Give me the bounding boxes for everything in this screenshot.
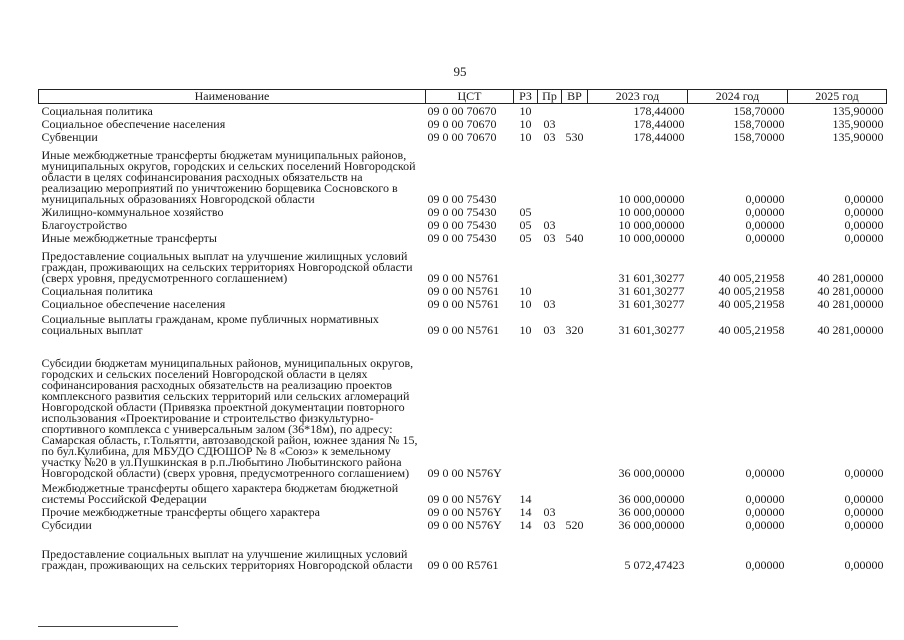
row-rz: 05 <box>519 217 532 232</box>
row-vr <box>562 531 588 571</box>
row-amount-2025: 0,00000 <box>844 517 884 532</box>
table-row <box>39 284 887 297</box>
footnote-rule <box>38 626 178 627</box>
row-amount-2025: 0,00000 <box>844 465 884 480</box>
row-vr <box>562 117 588 130</box>
row-vr <box>562 479 588 505</box>
row-amount-2023: 31 601,30277 <box>618 283 685 298</box>
row-rz <box>514 244 538 284</box>
row-name: Прочие межбюджетные трансферты общего характера <box>41 504 320 519</box>
row-amount-2024: 40 005,21958 <box>718 296 785 311</box>
table-row <box>39 117 887 130</box>
row-pr: 03 <box>543 517 556 532</box>
row-name: Субсидии <box>41 517 92 532</box>
row-pr <box>538 336 562 479</box>
row-name: Благоустройство <box>41 217 128 232</box>
row-amount-2024: 158,70000 <box>733 116 785 131</box>
row-rz <box>514 531 538 571</box>
row-pr: 03 <box>543 322 556 337</box>
table-row <box>39 479 887 505</box>
row-rz <box>514 336 538 479</box>
column-header-2025: 2025 год <box>788 90 887 104</box>
row-vr: 530 <box>565 129 584 144</box>
column-header-2023: 2023 год <box>588 90 688 104</box>
row-vr <box>562 104 588 117</box>
row-pr: 03 <box>543 230 556 245</box>
row-amount-2024: 0,00000 <box>745 230 785 245</box>
table-row <box>39 104 887 117</box>
row-name: Субвенции <box>41 129 98 144</box>
row-amount-2024: 158,70000 <box>733 129 785 144</box>
table-row <box>39 518 887 531</box>
row-rz: 10 <box>519 296 532 311</box>
row-pr <box>538 284 562 297</box>
row-amount-2023: 10 000,00000 <box>618 204 685 219</box>
table-row <box>39 218 887 231</box>
row-amount-2025: 40 281,00000 <box>817 283 884 298</box>
row-pr <box>538 205 562 218</box>
table-row <box>39 336 887 479</box>
row-amount-2025: 0,00000 <box>844 204 884 219</box>
row-pr: 03 <box>543 504 556 519</box>
row-pr <box>538 531 562 571</box>
row-cst: 09 0 00 75430 <box>427 204 497 219</box>
row-amount-2023: 178,44000 <box>633 116 685 131</box>
row-amount-2025: 0,00000 <box>844 191 884 206</box>
table-row <box>39 130 887 143</box>
row-cst: 09 0 00 N5761 <box>427 270 500 285</box>
row-pr: 03 <box>543 129 556 144</box>
row-amount-2024: 0,00000 <box>745 204 785 219</box>
row-amount-2025: 135,90000 <box>832 116 884 131</box>
row-name: Социальная политика <box>41 103 153 118</box>
table-row <box>39 205 887 218</box>
table-row <box>39 310 887 336</box>
row-amount-2024: 0,00000 <box>745 504 785 519</box>
row-rz: 05 <box>519 230 532 245</box>
row-amount-2023: 36 000,00000 <box>618 504 685 519</box>
row-name: Иные межбюджетные трансферты бюджетам муниципальных районов, муниципальных округов, городских и сельских поселений Новгородской области в целях софинансирования расходных обязательств на реализацию мероприятий по уничтожению борщевика Сосновского в муниципальных образованиях Новгородской области <box>41 147 416 206</box>
row-amount-2024: 0,00000 <box>745 465 785 480</box>
row-amount-2025: 40 281,00000 <box>817 322 884 337</box>
row-rz: 10 <box>519 283 532 298</box>
table-body <box>39 104 887 571</box>
column-header-2024: 2024 год <box>688 90 788 104</box>
row-amount-2025: 0,00000 <box>844 557 884 572</box>
table-row <box>39 143 887 205</box>
row-pr <box>538 104 562 117</box>
row-rz: 05 <box>519 204 532 219</box>
row-name: Предоставление социальных выплат на улучшение жилищных условий граждан, проживающих на сельских территориях Новгородской области (сверх уровня, предусмотренного соглашением) <box>41 248 413 285</box>
row-name: Социальная политика <box>41 283 153 298</box>
row-amount-2025: 135,90000 <box>832 129 884 144</box>
row-name: Иные межбюджетные трансферты <box>41 230 217 245</box>
row-name: Социальное обеспечение населения <box>41 116 226 131</box>
row-rz <box>514 143 538 205</box>
row-amount-2023: 10 000,00000 <box>618 191 685 206</box>
row-amount-2023: 36 000,00000 <box>618 517 685 532</box>
row-amount-2024: 0,00000 <box>745 557 785 572</box>
row-amount-2024: 40 005,21958 <box>718 283 785 298</box>
row-vr <box>562 505 588 518</box>
column-header-name: Наименование <box>39 90 426 104</box>
row-name: Жилищно-коммунальное хозяйство <box>41 204 224 219</box>
row-name: Предоставление социальных выплат на улучшение жилищных условий граждан, проживающих на сельских территориях Новгородской области <box>41 546 413 572</box>
row-cst: 09 0 00 75430 <box>427 230 497 245</box>
row-rz: 14 <box>519 517 532 532</box>
row-vr <box>562 244 588 284</box>
column-header-vr: ВР <box>562 90 588 104</box>
table-header-row <box>39 90 887 104</box>
row-cst: 09 0 00 75430 <box>427 191 497 206</box>
row-cst: 09 0 00 70670 <box>427 116 497 131</box>
row-cst: 09 0 00 N5761 <box>427 296 500 311</box>
row-amount-2025: 40 281,00000 <box>817 270 884 285</box>
row-vr <box>562 297 588 310</box>
row-amount-2023: 10 000,00000 <box>618 230 685 245</box>
row-vr: 520 <box>565 517 584 532</box>
row-vr <box>562 284 588 297</box>
row-vr <box>562 143 588 205</box>
row-cst: 09 0 00 N576Y <box>427 517 502 532</box>
row-amount-2024: 0,00000 <box>745 517 785 532</box>
row-rz: 14 <box>519 491 532 506</box>
row-amount-2025: 135,90000 <box>832 103 884 118</box>
row-amount-2024: 0,00000 <box>745 217 785 232</box>
row-amount-2024: 0,00000 <box>745 191 785 206</box>
row-rz: 10 <box>519 322 532 337</box>
table-row <box>39 531 887 571</box>
row-amount-2024: 40 005,21958 <box>718 322 785 337</box>
row-amount-2023: 31 601,30277 <box>618 270 685 285</box>
row-cst: 09 0 00 N576Y <box>427 504 502 519</box>
page-number: 95 <box>453 64 467 79</box>
row-amount-2023: 5 072,47423 <box>624 557 685 572</box>
row-vr: 540 <box>565 230 584 245</box>
column-header-pr: Пр <box>538 90 562 104</box>
row-pr <box>538 143 562 205</box>
row-cst: 09 0 00 70670 <box>427 103 497 118</box>
table-row <box>39 297 887 310</box>
row-cst: 09 0 00 75430 <box>427 217 497 232</box>
row-pr <box>538 479 562 505</box>
row-amount-2024: 0,00000 <box>745 491 785 506</box>
row-cst: 09 0 00 N5761 <box>427 322 500 337</box>
row-amount-2023: 36 000,00000 <box>618 465 685 480</box>
row-cst: 09 0 00 70670 <box>427 129 497 144</box>
row-amount-2024: 158,70000 <box>733 103 785 118</box>
table-row <box>39 505 887 518</box>
row-amount-2024: 40 005,21958 <box>718 270 785 285</box>
row-pr: 03 <box>543 116 556 131</box>
row-vr: 320 <box>565 322 584 337</box>
row-amount-2025: 0,00000 <box>844 230 884 245</box>
row-amount-2023: 31 601,30277 <box>618 296 685 311</box>
row-pr: 03 <box>543 217 556 232</box>
column-header-rz: РЗ <box>514 90 538 104</box>
row-pr <box>538 244 562 284</box>
table-row <box>39 244 887 284</box>
row-cst: 09 0 00 R5761 <box>427 557 499 572</box>
row-rz: 10 <box>519 116 532 131</box>
row-name: Социальные выплаты гражданам, кроме публичных нормативных социальных выплат <box>41 311 379 337</box>
row-amount-2023: 178,44000 <box>633 103 685 118</box>
row-rz: 14 <box>519 504 532 519</box>
table-row <box>39 231 887 244</box>
row-amount-2025: 0,00000 <box>844 491 884 506</box>
row-amount-2025: 40 281,00000 <box>817 296 884 311</box>
row-vr <box>562 205 588 218</box>
row-name: Социальное обеспечение населения <box>41 296 226 311</box>
row-amount-2025: 0,00000 <box>844 217 884 232</box>
row-amount-2023: 31 601,30277 <box>618 322 685 337</box>
row-amount-2023: 36 000,00000 <box>618 491 685 506</box>
column-header-cst: ЦСТ <box>426 90 514 104</box>
row-cst: 09 0 00 N576Y <box>427 491 502 506</box>
row-vr <box>562 218 588 231</box>
row-amount-2025: 0,00000 <box>844 504 884 519</box>
row-cst: 09 0 00 N576Y <box>427 465 502 480</box>
row-name: Межбюджетные трансферты общего характера бюджетам бюджетной системы Российской Федерации <box>41 480 399 506</box>
budget-table <box>38 89 887 571</box>
row-name: Субсидии бюджетам муниципальных районов, муниципальных округов, городских и сельских поселений Новгородской области в целях софинансирования расходных обязательств на реализацию проектов комплексного развития сельских территорий или сельских агломераций Новгородской области (Привязка проектной документации повторного использования «Проектирование и строительство физкультурно-спортивного комплекса с универсальным залом (36*18м), по адресу: Самарская область, г.Тольятти, автозаводской район, южнее здания № 15, по бул.Кулибина, для МБУДО СДЮШОР № 8 «Союз» к земельному участку №20 в ул.Пушкинская в р.п.Любытино Любытинского района Новгородской области) (сверх уровня, предусмотренного соглашением) <box>41 355 418 480</box>
row-pr: 03 <box>543 296 556 311</box>
row-cst: 09 0 00 N5761 <box>427 283 500 298</box>
row-vr <box>562 336 588 479</box>
row-rz: 10 <box>519 103 532 118</box>
row-amount-2023: 10 000,00000 <box>618 217 685 232</box>
row-rz: 10 <box>519 129 532 144</box>
row-amount-2023: 178,44000 <box>633 129 685 144</box>
